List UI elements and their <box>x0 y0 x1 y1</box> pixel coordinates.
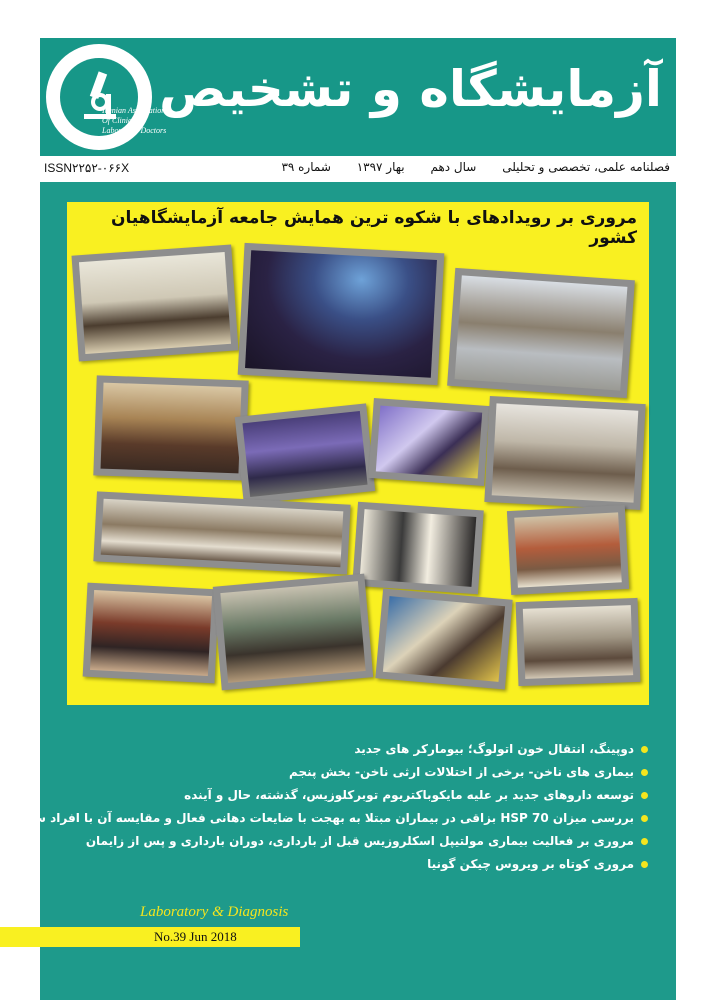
photo-panel <box>516 598 641 686</box>
photo-collage <box>67 202 649 705</box>
issue-band <box>0 927 300 947</box>
photo-image <box>376 406 482 479</box>
article-title: مروری کوتاه بر ویروس چیکن گونیا <box>427 857 634 871</box>
article-item <box>85 830 648 853</box>
season: بهار ۱۳۹۷ <box>356 160 405 174</box>
photo-panel <box>235 403 375 504</box>
article-title: توسعه داروهای جدید بر علیه مایکوباکتریوم توبرکلوزیس، گذشته، حال و آینده <box>184 788 634 802</box>
magazine-cover <box>15 38 676 1000</box>
article-title: بیماری های ناخن- برخی از اختلالات ارثی ناخن- بخش پنجم <box>289 765 634 779</box>
photo-panel <box>375 589 512 690</box>
journal-type: فصلنامه علمی، تخصصی و تحلیلی <box>502 160 670 174</box>
article-title: مروری بر فعالیت بیماری مولتیپل اسکلروزیس قبل از بارداری، دوران بارداری و پس از زایمان <box>85 834 634 848</box>
photo-image <box>101 499 344 567</box>
logo-line-3: Laboratory Doctors <box>102 126 167 135</box>
photo-panel <box>368 398 489 486</box>
photo-panel <box>213 574 373 691</box>
bullet-dot-icon <box>641 769 648 776</box>
magazine-title: آزمایشگاه و تشخیص <box>159 60 662 118</box>
photo-panel <box>507 505 629 595</box>
collage-title: مروری بر رویدادهای با شکوه ترین همایش جامعه آزمایشگاهیان کشور <box>110 208 637 248</box>
photo-panel <box>484 396 645 510</box>
masthead <box>40 38 676 156</box>
article-title: بررسی میزان HSP 70 بزاقی در بیماران مبتلا به بهجت با ضایعات دهانی فعال و مقایسه آن با افراد سالم <box>15 811 634 825</box>
photo-image <box>514 512 622 587</box>
photo-image <box>360 509 477 587</box>
article-list <box>15 738 648 876</box>
logo-line-2: Of Clinical <box>102 116 138 125</box>
article-item <box>110 853 648 876</box>
english-title: Laboratory & Diagnosis <box>140 904 289 920</box>
photo-image <box>455 275 628 390</box>
photo-panel <box>447 268 635 398</box>
photo-panel <box>93 491 350 574</box>
photo-image <box>101 383 242 474</box>
bullet-dot-icon <box>641 746 648 753</box>
issue-label: No.39 Jun 2018 <box>154 929 237 944</box>
volume: سال دهم <box>430 160 477 174</box>
article-title: دوپینگ، انتقال خون اتولوگ؛ بیومارکر های جدید <box>354 742 634 756</box>
issue-number: شماره ۳۹ <box>281 160 331 174</box>
photo-panel <box>71 245 238 362</box>
photo-image <box>90 590 212 676</box>
bullet-dot-icon <box>641 838 648 845</box>
info-bar <box>40 156 676 182</box>
photo-panel <box>93 375 248 480</box>
article-item <box>110 784 648 807</box>
bullet-dot-icon <box>641 815 648 822</box>
issn: ISSN۲۲۵۲-۰۶۶X <box>44 161 130 175</box>
article-item <box>110 761 648 784</box>
issue-meta <box>259 160 670 174</box>
photo-image <box>383 596 505 682</box>
logo-line-1: Iranian Association <box>102 106 166 115</box>
photo-panel <box>238 243 445 385</box>
photo-panel <box>352 502 484 595</box>
photo-image <box>220 581 365 683</box>
photo-image <box>523 605 633 679</box>
photo-image <box>492 403 639 502</box>
bullet-dot-icon <box>641 861 648 868</box>
bullet-dot-icon <box>641 792 648 799</box>
photo-image <box>79 252 231 354</box>
photo-image <box>242 411 367 497</box>
photo-panel <box>83 583 220 684</box>
photo-image <box>245 250 437 378</box>
article-item <box>110 738 648 761</box>
association-logo <box>46 44 167 150</box>
article-item <box>15 807 648 830</box>
